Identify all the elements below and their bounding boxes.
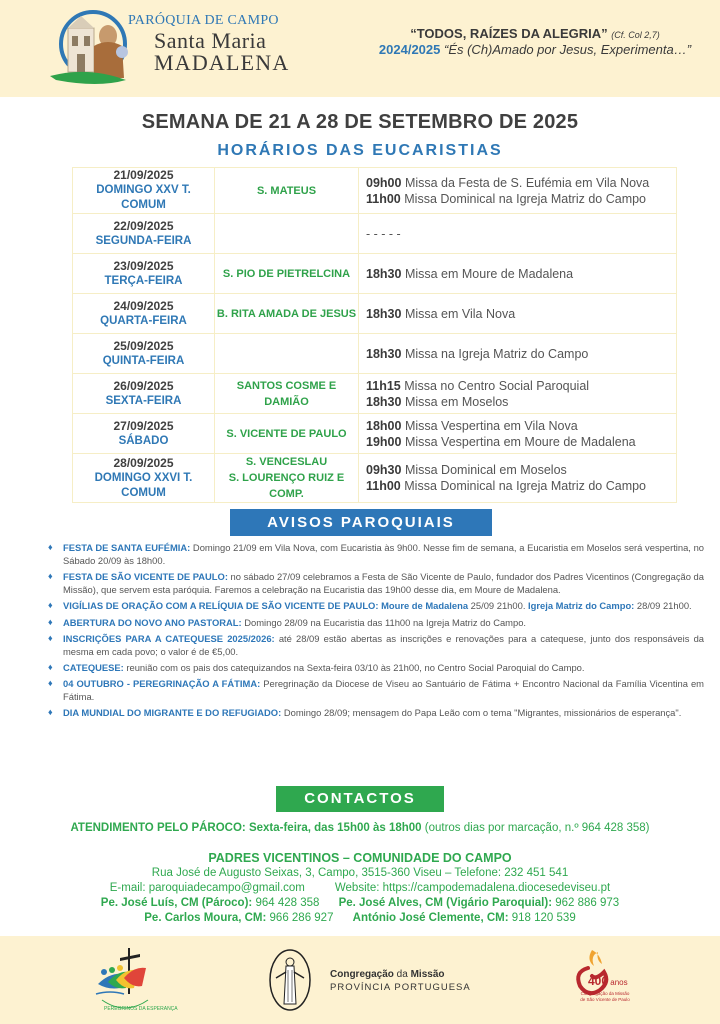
- saint-cell: [215, 214, 359, 254]
- mass-entry: [366, 266, 676, 282]
- liturgical-day: SEXTA-FEIRA: [105, 394, 182, 407]
- date-cell: [73, 374, 215, 414]
- notice-heading: CATEQUESE:: [63, 661, 124, 673]
- email-link[interactable]: E-mail: paroquiadecampo@gmail.com: [109, 882, 305, 894]
- date: 22/09/2025: [113, 218, 174, 233]
- liturgical-day: SEGUNDA-FEIRA: [95, 234, 192, 247]
- mass-time: 11h00: [366, 191, 401, 206]
- date: 24/09/2025: [113, 298, 174, 313]
- mass-description: Missa Vespertina em Moure de Madalena: [404, 434, 636, 449]
- notice-text: Domingo 28/09; mensagem do Papa Leão com o tema "Migrantes, missionários de esperança".: [281, 707, 682, 719]
- notice-item: [48, 661, 704, 674]
- masses-cell: [359, 214, 677, 254]
- mass-entry: [366, 394, 676, 410]
- date: 28/09/2025: [113, 455, 174, 470]
- priest-name: Pe. José Luís, CM (Pároco):: [100, 897, 253, 909]
- notice-item: [48, 632, 704, 658]
- saint-cell: [215, 334, 359, 374]
- diamond-bullet-icon: ♦: [48, 600, 53, 611]
- date-cell: [73, 414, 215, 454]
- saint-name: B. RITA AMADA DE JESUS: [216, 307, 357, 320]
- mass-time: 18h30: [366, 266, 402, 281]
- diamond-bullet-icon: ♦: [48, 616, 53, 627]
- date: 26/09/2025: [113, 378, 174, 393]
- masses-cell: [359, 294, 677, 334]
- logo-parish-line: PARÓQUIA DE CAMPO: [128, 13, 279, 28]
- priest-name: Pe. Carlos Moura, CM:: [144, 912, 267, 924]
- saint-cell: [215, 454, 359, 503]
- masses-cell: [359, 454, 677, 503]
- notice-heading: FESTA DE SÃO VICENTE DE PAULO:: [63, 571, 228, 583]
- date: 21/09/2025: [113, 168, 174, 182]
- saint-name: SANTOS COSME E DAMIÃO: [236, 379, 337, 408]
- mass-description: Missa em Moure de Madalena: [404, 266, 574, 281]
- notice-heading: ABERTURA DO NOVO ANO PASTORAL:: [63, 616, 242, 628]
- notice-text: reunião com os pais dos catequizandos na Sexta-feira 03/10 às 21h00, no Centro Social Paroquial do Campo.: [123, 661, 585, 673]
- notice-text: Peregrinação da Diocese de Viseu ao Santuário de Fátima + Encontro Nacional da Família Vicentina em Fátima.: [63, 678, 704, 703]
- notice-item: [48, 541, 704, 567]
- anniversary-caption: Congregação da Missão de São Vicente de Paulo: [580, 991, 630, 1002]
- notice-item: [48, 570, 704, 596]
- notices-banner: AVISOS PAROQUIAIS: [230, 509, 492, 536]
- saint-cell: [215, 414, 359, 454]
- motto-year-text: “És (Ch)Amado por Jesus, Experimenta…”: [443, 42, 692, 57]
- attendance-note: (outros dias por marcação, n.º 964 428 358): [421, 822, 650, 834]
- contacts-banner: CONTACTOS: [276, 786, 444, 812]
- diamond-bullet-icon: ♦: [48, 661, 53, 672]
- date: 23/09/2025: [113, 258, 174, 273]
- attendance-hours: [0, 822, 720, 834]
- mass-entry: [366, 306, 676, 322]
- date-cell: [73, 168, 215, 214]
- mass-entry: [366, 418, 676, 434]
- priest-phone: 964 428 358: [252, 897, 320, 909]
- mass-description: Missa na Igreja Matriz do Campo: [404, 346, 589, 361]
- saint-name: S. LOURENÇO RUIZ E COMP.: [228, 472, 345, 500]
- mass-description: Missa em Moselos: [404, 394, 509, 409]
- jubilee-caption: PEREGRINOS DA ESPERANÇA: [104, 1006, 178, 1012]
- notice-text: Domingo 21/09 em Vila Nova, com Eucaristia às 9h00. Nesse fim de semana, a Eucaristia em Moselos será vespertina, no Sábado 20/09 às 18h00.: [63, 542, 705, 566]
- notice-heading: VIGÍLIAS DE ORAÇÃO COM A RELÍQUIA DE SÃO VICENTE DE PAULO: Moure de Madalena: [63, 600, 469, 612]
- priest-phone: 966 286 927: [266, 912, 334, 924]
- diamond-bullet-icon: ♦: [48, 571, 53, 582]
- anniversary-label: 400 anos: [588, 974, 628, 988]
- congregation-text: Congregação da Missão PROVÍNCIA PORTUGUESA: [330, 969, 471, 993]
- saint-cell: [215, 168, 359, 214]
- mass-entry: [366, 378, 676, 394]
- mass-description: Missa Dominical na Igreja Matriz do Campo: [404, 479, 647, 493]
- congregation-medallion-icon: [268, 948, 312, 1012]
- masses-cell: [359, 414, 677, 454]
- mass-description: Missa em Vila Nova: [404, 306, 516, 321]
- schedule-row: [73, 414, 677, 454]
- notice-heading: DIA MUNDIAL DO MIGRANTE E DO REFUGIADO:: [63, 707, 282, 719]
- priest-phone: 918 120 539: [508, 912, 576, 924]
- week-title: SEMANA DE 21 A 28 DE SETEMBRO DE 2025: [141, 111, 579, 133]
- attendance-label: ATENDIMENTO PELO PÁROCO: Sexta-feira, das 15h00 às 18h00: [70, 822, 422, 834]
- masses-cell: [359, 168, 677, 214]
- diamond-bullet-icon: ♦: [48, 678, 53, 689]
- saint-name: S. VICENTE DE PAULO: [226, 427, 347, 440]
- schedule-row: [73, 374, 677, 414]
- saint-name: S. MATEUS: [256, 184, 317, 197]
- notice-heading: Igreja Matriz do Campo:: [528, 600, 635, 612]
- schedule-row: [73, 168, 677, 214]
- header-band: [0, 0, 720, 97]
- notice-text: até 28/09 estão abertas as inscrições e renovações para a catequese, junto dos responsáveis da mesma em cada povo; o valor é de €5,00.: [63, 632, 704, 657]
- mass-time: 18h00: [366, 418, 402, 433]
- date-cell: [73, 334, 215, 374]
- mass-entry: [366, 478, 676, 494]
- priest-phone: 962 886 973: [552, 897, 620, 909]
- logo-surname-line: MADALENA: [154, 50, 290, 75]
- priest-name: Pe. José Alves, CM (Vigário Paroquial):: [338, 897, 553, 909]
- notice-item: [48, 599, 704, 612]
- saint-cell: [215, 374, 359, 414]
- schedule-row: [73, 334, 677, 374]
- mass-description: Missa Vespertina em Vila Nova: [404, 418, 578, 433]
- schedule-row: [73, 454, 677, 503]
- mass-time: 18h30: [366, 346, 402, 361]
- notice-heading: 04 OUTUBRO - PEREGRINAÇÃO A FÁTIMA:: [63, 678, 261, 690]
- liturgical-day: TERÇA-FEIRA: [104, 274, 183, 287]
- parish-logo: [48, 6, 288, 88]
- notice-item: [48, 677, 704, 703]
- mass-entry: [366, 434, 676, 450]
- mass-entry: [366, 346, 676, 362]
- footer-band: [0, 936, 720, 1024]
- date-cell: [73, 254, 215, 294]
- saint-cell: [215, 294, 359, 334]
- schedule-title: HORÁRIOS DAS EUCARISTIAS: [217, 142, 503, 159]
- mass-description: - - - - -: [366, 226, 401, 241]
- schedule-row: [73, 214, 677, 254]
- diamond-bullet-icon: ♦: [48, 542, 53, 552]
- liturgical-day: SÁBADO: [118, 434, 169, 447]
- diamond-bullet-icon: ♦: [48, 632, 53, 643]
- mass-description: Missa da Festa de S. Eufémia em Vila Nova: [404, 175, 650, 190]
- date-cell: [73, 294, 215, 334]
- date: 27/09/2025: [113, 418, 174, 433]
- notice-text: no sábado 27/09 celebramos a Festa de São Vicente de Paulo, fundador dos Padres Vicentinos (Congregação da Missão), que servem esta paróquia. Faremos a celebração na Eucaristia das 19h00 desse dia, em Moure de Madalena.: [63, 571, 704, 596]
- notice-text: 25/09 21h00.: [468, 600, 529, 612]
- mass-time: 11h00: [366, 479, 401, 493]
- motto-theme: “TODOS, RAÍZES DA ALEGRIA”: [410, 26, 608, 41]
- masses-cell: [359, 374, 677, 414]
- diamond-bullet-icon: ♦: [48, 707, 53, 718]
- mass-time: 18h30: [366, 306, 402, 321]
- masses-cell: [359, 334, 677, 374]
- schedule-row: [73, 254, 677, 294]
- priest-name: António José Clemente, CM:: [352, 912, 509, 924]
- notices-list: [48, 541, 704, 723]
- mass-entry: [366, 191, 676, 207]
- mass-description: Missa Dominical na Igreja Matriz do Campo: [404, 191, 647, 206]
- liturgical-day: DOMINGO XXVI T. COMUM: [94, 471, 193, 499]
- pastoral-motto: [370, 26, 700, 57]
- website-link[interactable]: Website: https://campodemadalena.diocesedeviseu.pt: [334, 882, 611, 894]
- date-cell: [73, 214, 215, 254]
- saint-name: S. PIO DE PIETRELCINA: [222, 267, 351, 280]
- mass-time: 09h30: [366, 463, 402, 477]
- jubilee-2025-logo-icon: [90, 944, 178, 1016]
- notice-heading: INSCRIÇÕES PARA A CATEQUESE 2025/2026:: [63, 632, 275, 644]
- mass-description: Missa no Centro Social Paroquial: [404, 378, 590, 393]
- logo-name-line: Santa Maria: [154, 28, 267, 53]
- priests-line-1: [0, 897, 720, 909]
- notice-text: 28/09 21h00.: [634, 600, 692, 612]
- mass-entry: [366, 226, 676, 242]
- mass-time: 09h00: [366, 175, 402, 190]
- mass-time: 11h15: [366, 378, 401, 393]
- saint-cell: [215, 254, 359, 294]
- liturgical-day: QUARTA-FEIRA: [100, 314, 187, 327]
- motto-year: 2024/2025: [378, 42, 441, 57]
- liturgical-day: DOMINGO XXV T. COMUM: [96, 184, 191, 211]
- masses-cell: [359, 254, 677, 294]
- liturgical-day: QUINTA-FEIRA: [102, 354, 185, 367]
- mass-description: Missa Dominical em Moselos: [404, 463, 567, 477]
- province-name: PROVÍNCIA PORTUGUESA: [330, 982, 471, 993]
- date-cell: [73, 454, 215, 503]
- email-website-line: [0, 882, 720, 894]
- date: 25/09/2025: [113, 338, 174, 353]
- notice-text: Domingo 28/09 na Eucaristia das 11h00 na Igreja Matriz do Campo.: [241, 616, 527, 628]
- saint-name: S. VENCESLAU: [245, 456, 328, 468]
- mass-schedule-table: [72, 167, 677, 503]
- mass-time: 19h00: [366, 434, 402, 449]
- mass-entry: [366, 462, 676, 478]
- mass-time: 18h30: [366, 394, 402, 409]
- community-name: PADRES VICENTINOS – COMUNIDADE DO CAMPO: [208, 851, 512, 865]
- motto-reference: (Cf. Col 2,7): [611, 30, 660, 40]
- address: Rua José de Augusto Seixas, 3, Campo, 3515-360 Viseu – Telefone: 232 451 541: [151, 867, 569, 879]
- priests-line-2: [0, 912, 720, 924]
- schedule-row: [73, 294, 677, 334]
- notice-item: [48, 706, 704, 719]
- mass-entry: [366, 175, 676, 191]
- notice-item: [48, 616, 704, 629]
- notice-heading: FESTA DE SANTA EUFÉMIA:: [63, 542, 191, 553]
